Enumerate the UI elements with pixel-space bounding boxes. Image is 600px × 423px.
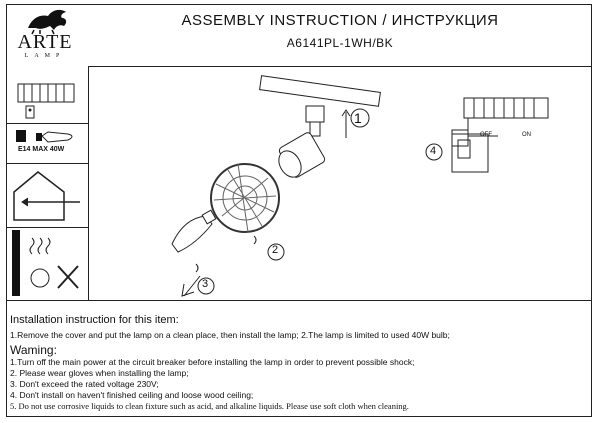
terminal-block-cell bbox=[6, 66, 88, 124]
warning-line: 3. Don't exceed the rated voltage 230V; bbox=[10, 379, 159, 389]
side-panel bbox=[6, 66, 89, 300]
installation-line: 1.Remove the cover and put the lamp on a clean place, then install the lamp; 2.The lamp is limited to used 40W bulb; bbox=[10, 330, 450, 340]
section-divider bbox=[6, 300, 592, 301]
warning-line: 4. Don't install on haven't finished ceiling and loose wood ceiling; bbox=[10, 390, 254, 400]
installation-heading: Installation instruction for this item: bbox=[10, 314, 179, 326]
lamp-assembly-illustration bbox=[88, 66, 592, 300]
bulb-spec-label: E14 MAX 40W bbox=[18, 146, 65, 153]
warning-heading: Waming: bbox=[10, 343, 57, 357]
bulb-icon bbox=[6, 124, 88, 164]
step-1-label: 1 bbox=[354, 110, 362, 126]
house-icon bbox=[6, 164, 88, 228]
instructions-section bbox=[10, 314, 590, 412]
indoor-cell bbox=[6, 164, 88, 228]
step-4-label: 4 bbox=[430, 145, 437, 157]
switch-off-label: OFF bbox=[480, 132, 492, 138]
warning-line: 5. Do not use corrosive liquids to clean fixture such as acid, and alkaline liquids. Please use soft cloth when cleaning. bbox=[10, 401, 409, 411]
step-3-label: 3 bbox=[202, 278, 209, 290]
no-heat-cell bbox=[6, 228, 88, 300]
switch-on-label: ON bbox=[522, 132, 531, 138]
document-title: ASSEMBLY INSTRUCTION / ИНСТРУКЦИЯ bbox=[181, 12, 499, 29]
bulb-cell bbox=[6, 124, 88, 164]
step-2-label: 2 bbox=[272, 244, 279, 256]
no-heat-icon bbox=[6, 228, 88, 300]
brand-name: ARTE bbox=[17, 31, 73, 53]
terminal-block-icon bbox=[6, 66, 88, 124]
brand-subtitle: LAMP bbox=[24, 53, 66, 59]
warning-line: 2. Please wear gloves when installing the lamp; bbox=[10, 368, 189, 378]
assembly-diagram bbox=[88, 66, 592, 300]
warning-line: 1.Turn off the main power at the circuit breaker before installing the lamp in order to prevent possible shock; bbox=[10, 357, 415, 367]
model-number: A6141PL-1WH/BK bbox=[286, 36, 394, 50]
